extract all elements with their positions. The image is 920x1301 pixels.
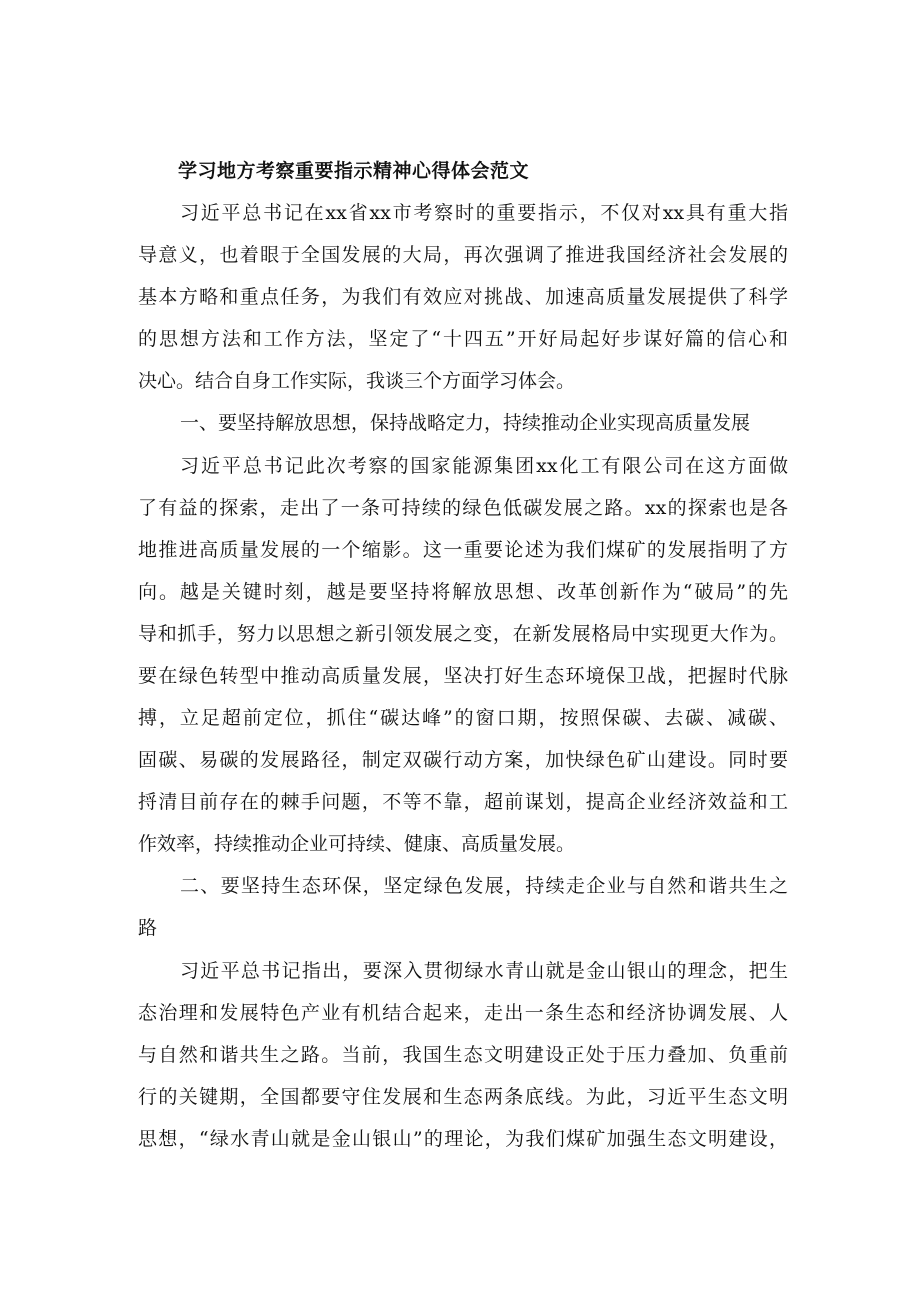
paragraph-2-line-8: 固碳、易碳的发展路径，制定双碳行动方案，加快绿色矿山建设。同时要: [138, 749, 788, 771]
paragraph-2-line-3: 地推进高质量发展的一个缩影。这一重要论述为我们煤矿的发展指明了方: [138, 539, 788, 561]
paragraph-1-line-5: 决心。结合自身工作实际，我谈三个方面学习体会。: [138, 370, 576, 392]
paragraph-2-line-4: 向。越是关键时刻，越是要坚持将解放思想、改革创新作为“破局”的先: [138, 581, 788, 603]
paragraph-3-line-5: 思想，“绿水青山就是金山银山”的理论，为我们煤矿加强生态文明建设，: [138, 1128, 788, 1150]
section-heading-1: 一、要坚持解放思想，保持战略定力，持续推动企业实现高质量发展: [180, 412, 751, 434]
paragraph-2-line-7: 搏，立足超前定位，抓住“碳达峰”的窗口期，按照保碳、去碳、减碳、: [138, 707, 788, 729]
paragraph-3-line-3: 与自然和谐共生之路。当前，我国生态文明建设正处于压力叠加、负重前: [138, 1044, 788, 1066]
document-title: 学习地方考察重要指示精神心得体会范文: [178, 160, 530, 182]
paragraph-2-line-1: 习近平总书记此次考察的国家能源集团xx化工有限公司在这方面做: [180, 455, 788, 477]
paragraph-1-line-3: 基本方略和重点任务，为我们有效应对挑战、加速高质量发展提供了科学: [138, 286, 788, 308]
section-heading-2-line-1: 二、要坚持生态环保，坚定绿色发展，持续走企业与自然和谐共生之: [180, 875, 788, 897]
paragraph-2-line-2: 了有益的探索，走出了一条可持续的绿色低碳发展之路。xx的探索也是各: [138, 497, 788, 519]
paragraph-3-line-1: 习近平总书记指出，要深入贯彻绿水青山就是金山银山的理念，把生: [180, 960, 788, 982]
paragraph-3-line-2: 态治理和发展特色产业有机结合起来，走出一条生态和经济协调发展、人: [138, 1002, 788, 1024]
paragraph-3-line-4: 行的关键期，全国都要守住发展和生态两条底线。为此，习近平生态文明: [138, 1086, 788, 1108]
section-heading-2-line-2: 路: [138, 917, 158, 939]
paragraph-1-line-4: 的思想方法和工作方法，坚定了“十四五”开好局起好步谋好篇的信心和: [138, 328, 788, 350]
paragraph-2-line-10: 作效率，持续推动企业可持续、健康、高质量发展。: [138, 833, 576, 855]
paragraph-2-line-5: 导和抓手，努力以思想之新引领发展之变，在新发展格局中实现更大作为。: [138, 623, 788, 645]
paragraph-2-line-9: 捋清目前存在的棘手问题，不等不靠，超前谋划，提高企业经济效益和工: [138, 791, 788, 813]
paragraph-2-line-6: 要在绿色转型中推动高质量发展，坚决打好生态环境保卫战，把握时代脉: [138, 665, 788, 687]
paragraph-1-line-1: 习近平总书记在xx省xx市考察时的重要指示，不仅对xx具有重大指: [180, 202, 788, 224]
paragraph-1-line-2: 导意义，也着眼于全国发展的大局，再次强调了推进我国经济社会发展的: [138, 244, 788, 266]
